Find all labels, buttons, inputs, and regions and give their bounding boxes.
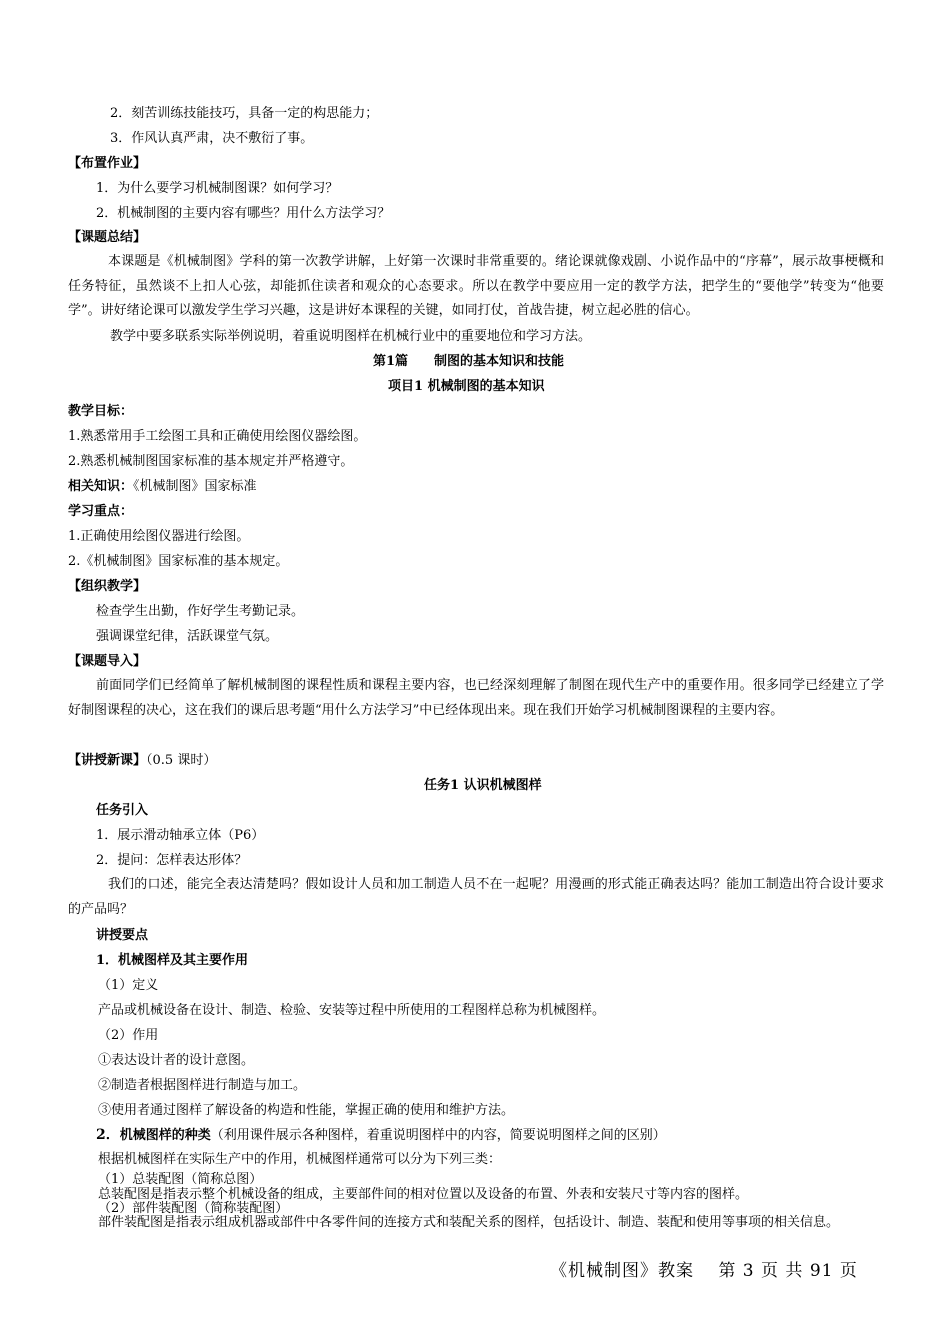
related-text: 《机械制图》国家标准 [133,479,257,494]
kind-1-label: （1）总装配图（简称总图） [98,1172,263,1187]
summary-heading: 【课题总结】 [68,230,147,245]
key-points-heading: 讲授要点 [96,928,149,943]
kinds-intro: 根据机械图样在实际生产中的作用，机械图样通常可以分为下列三类： [98,1152,502,1167]
task-intro-paragraph: 我们的口述，能完全表达清楚吗？假如设计人员和加工制造人员不在一起呢？用漫画的形式能正确表达吗？能加工制造出符合设计要求的产品吗？ [68,877,884,917]
function-item-1: ①表达设计者的设计意图。 [98,1053,255,1068]
task-intro-heading: 任务引入 [96,803,149,818]
definition-label: （1）定义 [98,978,159,993]
related-knowledge [68,478,257,496]
organize-item-2: 强调课堂纪律，活跃课堂气氛。 [96,629,279,644]
task-intro-item-2: 2．提问：怎样表达形体？ [96,853,248,868]
key-point-2-heading: 机械图样的种类 [119,1128,211,1143]
kind-2-text: 部件装配图是指表示组成机器或部件中各零件间的连接方式和装配关系的图样，包括设计、制造、装配和使用等事项的相关信息。 [98,1215,840,1230]
kind-2-label: （2）部件装配图（简称装配图） [98,1201,289,1216]
function-label: （2）作用 [98,1028,159,1043]
homework-heading: 【布置作业】 [68,156,147,171]
key-point-2-line [96,1126,666,1145]
homework-item-2: 2．机械制图的主要内容有哪些？用什么方法学习？ [96,206,391,221]
focus-item-1: 1.正确使用绘图仪器进行绘图。 [68,529,250,544]
new-lesson-line [68,752,216,770]
summary-paragraph-2: 教学中要多联系实际举例说明，着重说明图样在机械行业中的重要地位和学习方法。 [110,329,592,344]
goals-heading: 教学目标： [68,404,134,419]
task-intro-item-1: 1．展示滑动轴承立体（P6） [96,828,265,843]
summary-paragraph: 本课题是《机械制图》学科的第一次教学讲解，上好第一次课时非常重要的。绪论课就像戏剧、小说作品中的“序幕”，展示故事梗概和任务特征，虽然谈不上扣人心弦，却能抓住读者和观众的心态要求。所以在教学中要应用一定的教学方法，把学生的“要他学”转变为“他要学”。讲好绪论课可以激发学生学习兴趣，这是讲好本课程的关键，如同打仗，首战告捷，树立起必胜的信心。 [68,254,884,318]
function-item-3: ③使用者通过图样了解设备的构造和性能，掌握正确的使用和维护方法。 [98,1103,515,1118]
project-title: 项目1 机械制图的基本知识 [388,379,545,394]
key-point-2-note: （利用课件展示各种图样，着重说明图样中的内容，简要说明图样之间的区别） [210,1128,666,1143]
focus-item-2: 2.《机械制图》国家标准的基本规定。 [68,554,289,569]
new-lesson-hours: （0.5 课时） [146,753,217,768]
goal-item-2: 2.熟悉机械制图国家标准的基本规定并严格遵守。 [68,454,354,469]
focus-heading: 学习重点： [68,504,134,519]
goal-item-1: 1.熟悉常用手工绘图工具和正确使用绘图仪器绘图。 [68,429,367,444]
key-point-1-heading: 1．机械图样及其主要作用 [96,953,249,968]
function-item-2: ②制造者根据图样进行制造与加工。 [98,1078,307,1093]
organize-heading: 【组织教学】 [68,579,147,594]
objective-line-2: 2．刻苦训练技能技巧，具备一定的构思能力； [110,106,379,121]
kind-1-text: 总装配图是指表示整个机械设备的组成，主要部件间的相对位置以及设备的布置、外表和安装尺寸等内容的图样。 [98,1187,749,1202]
organize-item-1: 检查学生出勤，作好学生考勤记录。 [96,604,305,619]
related-label: 相关知识： [68,479,134,494]
new-lesson-heading: 【讲授新课】 [68,753,147,768]
objective-line-3: 3．作风认真严肃，决不敷衍了事。 [110,131,314,146]
homework-item-1: 1．为什么要学习机械制图课？如何学习？ [96,181,339,196]
intro-heading: 【课题导入】 [68,654,147,669]
part-title: 第1篇 制图的基本知识和技能 [373,354,565,369]
key-point-2-number: 2． [96,1127,120,1143]
intro-paragraph: 前面同学们已经简单了解机械制图的课程性质和课程主要内容，也已经深刻理解了制图在现代生产中的重要作用。很多同学已经建立了学好制图课程的决心，这在我们的课后思考题“用什么方法学习”中已经体现出来。现在我们开始学习机械制图课程的主要内容。 [68,678,884,718]
definition-text: 产品或机械设备在设计、制造、检验、安装等过程中所使用的工程图样总称为机械图样。 [98,1003,606,1018]
task-title: 任务1 认识机械图样 [424,778,542,793]
page-footer: 《机械制图》教案 第 3 页 共 91 页 [550,1261,858,1281]
